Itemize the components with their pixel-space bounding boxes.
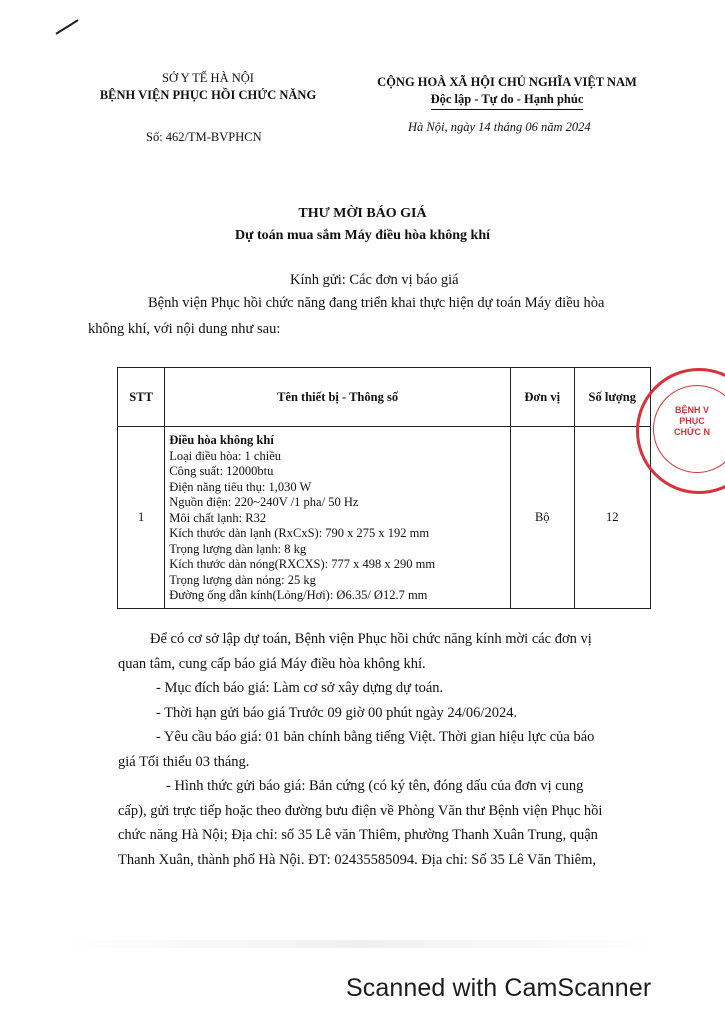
row-qty: 12 (574, 427, 650, 609)
submission-line-3: chức năng Hà Nội; Địa chỉ: số 35 Lê văn Thiêm, phường Thanh Xuân Trung, quận (118, 827, 598, 843)
row-specs (165, 427, 511, 609)
submission-line-4: Thanh Xuân, thành phố Hà Nội. ĐT: 02435585094. Địa chỉ: Số 35 Lê Văn Thiêm, (118, 851, 596, 868)
submission-line-2: cấp), gửi trực tiếp hoặc theo đường bưu điện về Phòng Văn thư Bệnh viện Phục hồi (118, 802, 603, 819)
header-unit: Đơn vị (510, 368, 574, 427)
spec-line: Trọng lượng dàn nóng: 25 kg (169, 572, 316, 587)
table-row (118, 427, 651, 609)
basis-line-1: Để có cơ sở lập dự toán, Bệnh viện Phục hồi chức năng kính mời các đơn vị (150, 631, 592, 647)
spec-line: Công suất: 12000btu (169, 464, 274, 478)
stamp-line: PHỤC (679, 416, 705, 426)
submission-line-1: - Hình thức gửi báo giá: Bản cứng (có ký tên, đóng dấu của đơn vị cung (166, 778, 584, 794)
header-name: Tên thiết bị - Thông số (165, 368, 511, 427)
requirement-line-2: giá Tối thiểu 03 tháng. (118, 753, 250, 770)
stamp-line: CHỨC N (674, 427, 710, 437)
equipment-table (117, 367, 651, 609)
document-title: THƯ MỜI BÁO GIÁ (298, 206, 427, 221)
spec-line: Môi chất lạnh: R32 (169, 510, 267, 525)
org-parent: SỞ Y TẾ HÀ NỘI (162, 71, 254, 85)
stamp-text (657, 405, 725, 438)
header-stt: STT (118, 368, 165, 427)
pen-mark (55, 19, 78, 34)
scan-shadow (60, 940, 660, 948)
spec-line: Điện năng tiêu thụ: 1,030 W (169, 479, 312, 494)
basis-line-2: quan tâm, cung cấp báo giá Máy điều hòa không khí. (118, 655, 426, 672)
document-number: Số: 462/TM-BVPHCN (146, 130, 262, 144)
national-title: CỘNG HOÀ XÃ HỘI CHỦ NGHĨA VIỆT NAM (377, 75, 637, 89)
spec-line: Nguồn điện: 220~240V /1 pha/ 50 Hz (169, 495, 359, 509)
greeting: Kính gửi: Các đơn vị báo giá (290, 272, 459, 288)
device-name: Điều hòa không khí (169, 433, 274, 447)
table-header-row (118, 368, 651, 427)
intro-line-2: không khí, với nội dung như sau: (88, 321, 281, 337)
motto: Độc lập - Tự do - Hạnh phúc (431, 91, 584, 110)
request-details (118, 627, 678, 872)
requirement-line-1: - Yêu cầu báo giá: 01 bản chính bằng tiếng Việt. Thời gian hiệu lực của báo (156, 729, 595, 745)
issuing-org-block (88, 70, 328, 104)
stamp-line: BỆNH V (674, 405, 709, 415)
camscanner-watermark: Scanned with CamScanner (346, 974, 652, 1002)
row-unit: Bộ (510, 427, 574, 609)
intro-line-1: Bệnh viện Phục hồi chức năng đang triển khai thực hiện dự toán Máy điều hòa (148, 295, 605, 311)
spec-line: Đường ống dẫn kính(Lỏng/Hơi): Ø6.35/ Ø12.7 mm (169, 588, 428, 602)
purpose-line: - Mục đích báo giá: Làm cơ sở xây dựng dự toán. (156, 680, 444, 696)
spec-line: Kích thước dàn nóng(RXCXS): 777 x 498 x 290 mm (169, 557, 436, 571)
spec-line: Loại điều hòa: 1 chiều (169, 448, 282, 463)
document-subtitle: Dự toán mua sắm Máy điều hòa không khí (234, 228, 490, 243)
national-header-block (352, 74, 662, 110)
header-qty: Số lượng (574, 368, 650, 427)
org-name: BỆNH VIỆN PHỤC HỒI CHỨC NĂNG (99, 88, 317, 102)
deadline-line: - Thời hạn gửi báo giá Trước 09 giờ 00 phút ngày 24/06/2024. (156, 704, 518, 721)
spec-line: Kích thước dàn lạnh (RxCxS): 790 x 275 x 192 mm (169, 526, 430, 540)
place-date: Hà Nội, ngày 14 tháng 06 năm 2024 (408, 120, 591, 134)
row-stt: 1 (118, 427, 165, 609)
spec-line: Trọng lượng dàn lạnh: 8 kg (169, 541, 307, 556)
intro-paragraph (88, 290, 678, 342)
